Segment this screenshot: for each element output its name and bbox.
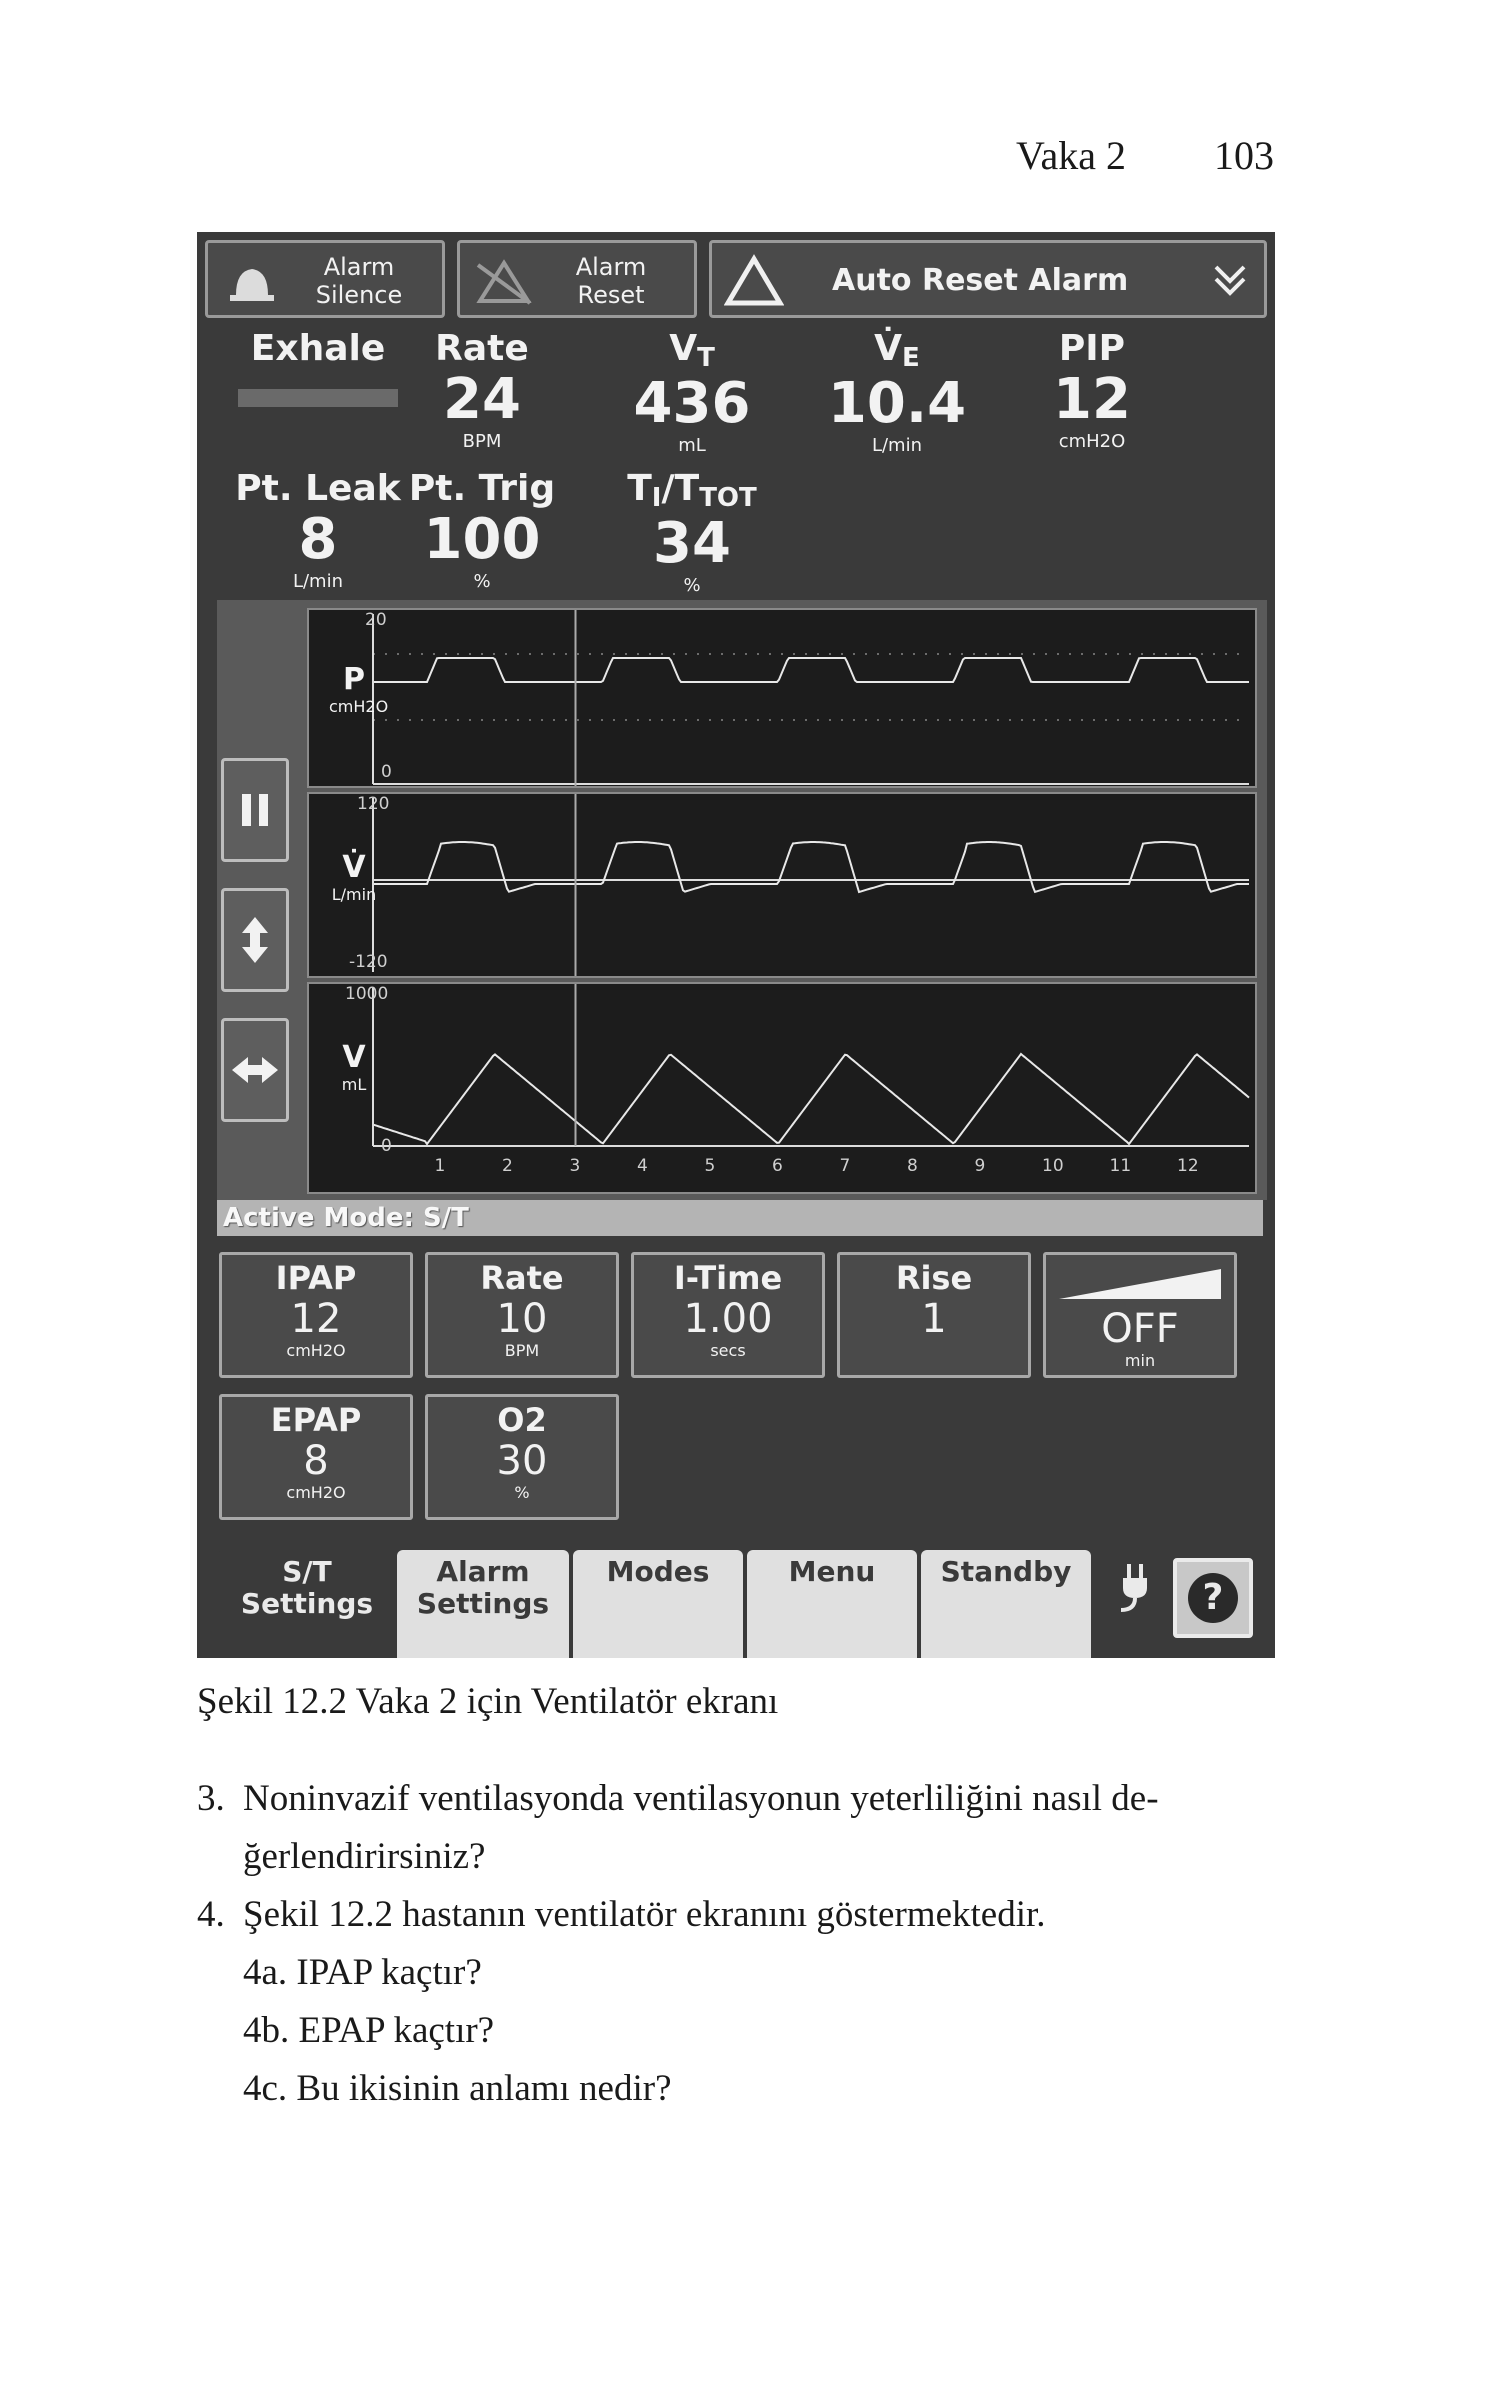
flow-max-label: 120 xyxy=(357,794,390,814)
question-4-text: Şekil 12.2 hastanın ventilatör ekranını göstermektedir. xyxy=(243,1894,1046,1935)
ramp-value: OFF xyxy=(1101,1306,1179,1352)
readout-ve xyxy=(802,328,992,456)
readout-ve-unit: L/min xyxy=(871,435,923,456)
readout-vt-unit: mL xyxy=(678,435,706,456)
itime-value: 1.00 xyxy=(683,1296,773,1342)
time-tick-label: 3 xyxy=(569,1156,581,1176)
rate-setting-button[interactable] xyxy=(425,1252,619,1378)
pressure-max-label: 20 xyxy=(365,610,387,630)
pressure-axis-name xyxy=(329,662,389,716)
readout-vt-label-main: V xyxy=(669,328,698,369)
time-tick-label: 5 xyxy=(704,1156,716,1176)
readout-pt-leak-label: Pt. Leak xyxy=(235,468,401,509)
flow-symbol: V̇ xyxy=(342,850,366,885)
ipap-value: 12 xyxy=(290,1296,342,1342)
flow-min-label: -120 xyxy=(349,952,388,972)
exhale-indicator xyxy=(223,328,413,407)
volume-graph xyxy=(307,982,1257,1194)
o2-label: O2 xyxy=(497,1401,547,1439)
readout-rate xyxy=(387,328,577,452)
pressure-unit: cmH2O xyxy=(329,697,389,716)
volume-symbol: V xyxy=(342,1040,366,1075)
tab-standby[interactable]: Standby xyxy=(921,1550,1091,1658)
breath-phase-bar xyxy=(238,389,398,407)
ramp-setting-button[interactable] xyxy=(1043,1252,1237,1378)
rate-setting-value: 10 xyxy=(496,1296,548,1342)
readout-pip xyxy=(997,328,1187,452)
alarm-triangle-icon xyxy=(474,257,534,307)
monitored-values xyxy=(197,328,1275,618)
flow-unit: L/min xyxy=(331,885,377,904)
question-4-number: 4. xyxy=(197,1894,225,1935)
time-tick-label: 11 xyxy=(1109,1156,1132,1176)
pressure-waveform xyxy=(309,610,1255,786)
ipap-setting-button[interactable] xyxy=(219,1252,413,1378)
pause-icon xyxy=(238,792,272,828)
tab-menu[interactable]: Menu xyxy=(747,1550,917,1658)
readout-pt-trig-unit: % xyxy=(473,571,491,592)
bell-icon xyxy=(222,257,282,307)
readout-vt-label xyxy=(597,328,787,373)
ventilator-screen xyxy=(197,232,1275,1658)
alarm-reset-button[interactable] xyxy=(457,240,697,318)
alarm-bar xyxy=(205,240,1267,322)
pressure-min-label: 0 xyxy=(381,762,392,782)
rise-label: Rise xyxy=(895,1259,973,1297)
flow-graph xyxy=(307,792,1257,978)
readout-ve-label-main: V̇ xyxy=(874,328,903,369)
horizontal-arrows-icon xyxy=(230,1053,280,1087)
question-4a: 4a. IPAP kaçtır? xyxy=(243,1952,482,1993)
pressure-trace xyxy=(373,658,1249,682)
double-chevron-down-icon xyxy=(1210,261,1250,301)
readout-ve-label-sub: E xyxy=(902,343,920,373)
question-3-number: 3. xyxy=(197,1778,225,1819)
readout-vt xyxy=(597,328,787,456)
volume-max-label: 1000 xyxy=(345,984,389,1004)
time-tick-label: 9 xyxy=(974,1156,986,1176)
volume-axis-name xyxy=(329,1040,379,1094)
auto-reset-alarm-label: Auto Reset Alarm xyxy=(832,263,1129,298)
time-tick-label: 2 xyxy=(502,1156,513,1176)
readout-ti-ttot xyxy=(597,468,787,596)
vertical-arrows-icon xyxy=(238,915,272,965)
ramp-icon xyxy=(1055,1263,1225,1303)
readout-pt-trig-label: Pt. Trig xyxy=(408,468,556,509)
readout-rate-label: Rate xyxy=(435,328,529,369)
page-number: 103 xyxy=(1214,133,1274,178)
question-4 xyxy=(197,1886,1277,1944)
readout-pt-trig xyxy=(387,468,577,592)
readout-vt-label-sub: T xyxy=(697,343,715,373)
tab-st-settings[interactable]: S/T Settings xyxy=(217,1550,397,1658)
readout-ve-value: 10.4 xyxy=(827,371,967,436)
freeze-button[interactable] xyxy=(221,758,289,862)
volume-trace xyxy=(373,1054,1249,1144)
chapter-title: Vaka 2 xyxy=(1016,133,1126,178)
rate-setting-label: Rate xyxy=(480,1259,564,1297)
question-3-line-2: ğerlendirirsiniz? xyxy=(243,1836,486,1877)
flow-axis-name xyxy=(329,850,379,904)
flow-trace xyxy=(373,842,1249,892)
question-3-line-1: Noninvazif ventilasyonda ventilasyonun yeterliliğini nasıl de- xyxy=(243,1778,1159,1819)
time-tick-label: 1 xyxy=(434,1156,446,1176)
ti-ttot-t: T xyxy=(627,468,652,509)
epap-value: 8 xyxy=(303,1438,329,1484)
auto-reset-alarm-bar[interactable] xyxy=(709,240,1267,318)
epap-setting-button[interactable] xyxy=(219,1394,413,1520)
readout-pip-value: 12 xyxy=(1053,367,1131,432)
epap-unit: cmH2O xyxy=(286,1483,346,1502)
epap-label: EPAP xyxy=(270,1401,362,1439)
pressure-symbol: P xyxy=(343,662,365,697)
ti-ttot-sub-i: I xyxy=(651,483,662,513)
waveform-panel xyxy=(217,600,1267,1200)
readout-ti-ttot-value: 34 xyxy=(653,511,731,576)
alarm-reset-label: Alarm Reset xyxy=(575,253,647,309)
question-list xyxy=(197,1770,1277,2118)
tab-modes[interactable]: Modes xyxy=(573,1550,743,1658)
readout-pip-unit: cmH2O xyxy=(1058,431,1126,452)
ipap-unit: cmH2O xyxy=(286,1341,346,1360)
time-tick-label: 6 xyxy=(772,1156,783,1176)
readout-pt-leak xyxy=(223,468,413,592)
time-tick-label: 8 xyxy=(907,1156,918,1176)
rate-setting-unit: BPM xyxy=(504,1341,540,1360)
alarm-silence-label: Alarm Silence xyxy=(315,253,403,309)
itime-setting-button[interactable] xyxy=(631,1252,825,1378)
question-4c: 4c. Bu ikisinin anlamı nedir? xyxy=(243,2068,672,2109)
exhale-label: Exhale xyxy=(250,328,386,369)
running-head xyxy=(1016,132,1274,179)
vertical-scale-button[interactable] xyxy=(221,888,289,992)
question-4b: 4b. EPAP kaçtır? xyxy=(243,2010,495,2051)
readout-ti-ttot-label xyxy=(597,468,787,513)
ipap-label: IPAP xyxy=(275,1259,357,1297)
volume-min-label: 0 xyxy=(381,1136,392,1156)
tab-alarm-settings[interactable]: Alarm Settings xyxy=(397,1550,569,1658)
figure-caption: Şekil 12.2 Vaka 2 için Ventilatör ekranı xyxy=(197,1681,779,1722)
warning-triangle-icon xyxy=(724,253,784,309)
readout-pt-trig-value: 100 xyxy=(423,507,541,572)
time-tick-label: 10 xyxy=(1042,1156,1064,1176)
readout-ve-label xyxy=(802,328,992,373)
help-button[interactable] xyxy=(1173,1558,1253,1638)
ti-ttot-slash-t: /T xyxy=(661,468,700,509)
ramp-unit: min xyxy=(1124,1351,1156,1370)
power-plug-icon xyxy=(1115,1560,1155,1616)
alarm-silence-button[interactable] xyxy=(205,240,445,318)
time-tick-label: 7 xyxy=(839,1156,851,1176)
o2-value: 30 xyxy=(496,1438,548,1484)
horizontal-scale-button[interactable] xyxy=(221,1018,289,1122)
rise-value: 1 xyxy=(921,1296,947,1342)
help-icon: ? xyxy=(1188,1573,1238,1623)
o2-unit: % xyxy=(514,1483,530,1502)
ti-ttot-sub-tot: TOT xyxy=(699,483,757,513)
readout-vt-value: 436 xyxy=(633,371,751,436)
active-mode-banner: Active Mode: S/T xyxy=(217,1200,1263,1236)
rise-setting-button[interactable] xyxy=(837,1252,1031,1378)
readout-rate-unit: BPM xyxy=(462,431,502,452)
pressure-graph xyxy=(307,608,1257,788)
flow-waveform xyxy=(309,794,1255,976)
question-3 xyxy=(197,1770,1277,1886)
readout-pip-label: PIP xyxy=(1058,328,1126,369)
itime-label: I-Time xyxy=(673,1259,783,1297)
time-tick-label: 12 xyxy=(1177,1156,1199,1176)
readout-rate-value: 24 xyxy=(443,367,521,432)
readout-ti-ttot-unit: % xyxy=(683,575,701,596)
readout-pt-leak-unit: L/min xyxy=(292,571,344,592)
o2-setting-button[interactable] xyxy=(425,1394,619,1520)
itime-unit: secs xyxy=(710,1341,746,1360)
time-tick-label: 4 xyxy=(637,1156,648,1176)
volume-unit: mL xyxy=(341,1075,367,1094)
readout-pt-leak-value: 8 xyxy=(298,507,338,572)
